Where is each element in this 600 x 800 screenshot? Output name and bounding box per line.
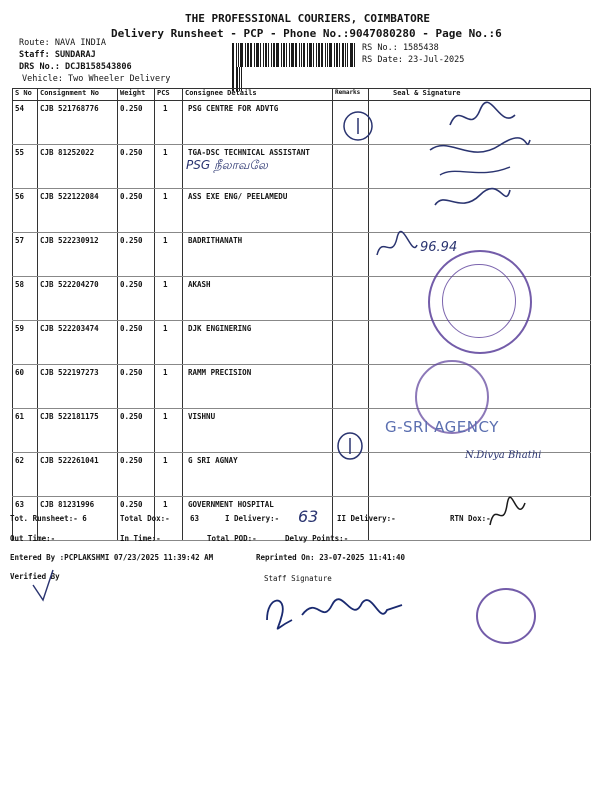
table-row xyxy=(13,189,591,233)
row-sno: 57 xyxy=(13,233,38,277)
row-consignee: G SRI AGNAY xyxy=(183,453,333,497)
staff-label: Staff: SUNDARAJ xyxy=(19,50,96,60)
row-weight: 0.250 xyxy=(118,145,155,189)
row-remarks xyxy=(333,453,369,497)
row-weight: 0.250 xyxy=(118,233,155,277)
in-time-label: In Time:- xyxy=(120,534,161,543)
row-consignee: TGA-DSC TECHNICAL ASSISTANT xyxy=(183,145,333,189)
rs-number: RS No.: 1585438 xyxy=(362,43,439,53)
barcode-image xyxy=(232,43,356,67)
total-pod-label: Total POD:- xyxy=(207,534,257,543)
staff-signature-label: Staff Signature xyxy=(264,574,332,583)
row-pcs: 1 xyxy=(155,189,183,233)
row-pcs: 1 xyxy=(155,409,183,453)
row-sno: 56 xyxy=(13,189,38,233)
col-seal: Seal & Signature xyxy=(369,89,591,101)
row-remarks xyxy=(333,277,369,321)
row-pcs: 1 xyxy=(155,233,183,277)
row-consignee: AKASH xyxy=(183,277,333,321)
i-delivery-label: I Delivery:- xyxy=(225,514,280,523)
drs-number: DRS No.: DCJB158543806 xyxy=(19,62,132,72)
row-sno: 61 xyxy=(13,409,38,453)
row-consignment: CJB 81231996 xyxy=(38,497,118,541)
row-seal xyxy=(369,189,591,233)
row-weight: 0.250 xyxy=(118,497,155,541)
row-sno: 62 xyxy=(13,453,38,497)
row-consignment: CJB 522122084 xyxy=(38,189,118,233)
row-remarks xyxy=(333,145,369,189)
col-weight: Weight xyxy=(118,89,155,101)
col-pcs: PCS xyxy=(155,89,183,101)
row-remarks xyxy=(333,233,369,277)
col-consignee: Consignee Details xyxy=(183,89,333,101)
row-consignee: RAMM PRECISION xyxy=(183,365,333,409)
row-consignee: GOVERNMENT HOSPITAL xyxy=(183,497,333,541)
g-sri-agency-stamp: G-SRI AGENCY xyxy=(385,418,499,436)
row-consignee: VISHNU xyxy=(183,409,333,453)
row-pcs: 1 xyxy=(155,365,183,409)
ii-delivery-label: II Delivery:- xyxy=(337,514,396,523)
row-weight: 0.250 xyxy=(118,321,155,365)
row-sno: 60 xyxy=(13,365,38,409)
row-consignment: CJB 522181175 xyxy=(38,409,118,453)
handwritten-consignee-note: PSG நீலாவலே xyxy=(186,158,268,172)
row-pcs: 1 xyxy=(155,453,183,497)
total-dox-label: Total Dox:- xyxy=(120,514,170,523)
rtn-dox-label: RTN Dox:- xyxy=(450,514,491,523)
row-consignment: CJB 522261041 xyxy=(38,453,118,497)
handwritten-delivery-count: 63 xyxy=(298,507,319,526)
table-row xyxy=(13,145,591,189)
row-consignee: PSG CENTRE FOR ADVTG xyxy=(183,101,333,145)
row-consignment: CJB 522230912 xyxy=(38,233,118,277)
row-weight: 0.250 xyxy=(118,453,155,497)
row-seal xyxy=(369,145,591,189)
delvy-points-label: Delvy Points:- xyxy=(285,534,349,543)
row-pcs: 1 xyxy=(155,277,183,321)
row-weight: 0.250 xyxy=(118,365,155,409)
runsheet-table xyxy=(12,88,591,541)
row-consignee: DJK ENGINERING xyxy=(183,321,333,365)
col-sno: S No xyxy=(13,89,38,101)
tot-runsheet: Tot. Runsheet:- 6 xyxy=(10,514,87,523)
row-consignee: ASS EXE ENG/ PEELAMEDU xyxy=(183,189,333,233)
row-remarks xyxy=(333,189,369,233)
verified-by-label: Verified By xyxy=(10,572,60,581)
table-row xyxy=(13,233,591,277)
row-weight: 0.250 xyxy=(118,189,155,233)
table-row xyxy=(13,277,591,321)
table-row xyxy=(13,101,591,145)
row-consignee: BADRITHANATH xyxy=(183,233,333,277)
row-weight: 0.250 xyxy=(118,277,155,321)
row-sno: 63 xyxy=(13,497,38,541)
row-remarks xyxy=(333,101,369,145)
row-remarks xyxy=(333,409,369,453)
row-consignment: CJB 521768776 xyxy=(38,101,118,145)
reprinted-on: Reprinted On: 23-07-2025 11:41:40 xyxy=(256,553,406,562)
row-pcs: 1 xyxy=(155,497,183,541)
row-sno: 55 xyxy=(13,145,38,189)
row-sno: 58 xyxy=(13,277,38,321)
rs-date: RS Date: 23-Jul-2025 xyxy=(362,55,465,65)
verified-tick-mark xyxy=(28,565,58,605)
table-row xyxy=(13,409,591,453)
row-seal xyxy=(369,233,591,277)
row-weight: 0.250 xyxy=(118,101,155,145)
row-consignment: CJB 522197273 xyxy=(38,365,118,409)
table-header-row xyxy=(13,89,591,101)
row-pcs: 1 xyxy=(155,145,183,189)
row-pcs: 1 xyxy=(155,321,183,365)
row-sno: 59 xyxy=(13,321,38,365)
entered-by: Entered By :PCPLAKSHMI 07/23/2025 11:39:42 AM xyxy=(10,553,214,562)
row-weight: 0.250 xyxy=(118,409,155,453)
row-seal xyxy=(369,277,591,321)
row-seal xyxy=(369,101,591,145)
row-seal xyxy=(369,365,591,409)
handwritten-name-row62: N.Divya Bhathi xyxy=(465,450,542,461)
row-pcs: 1 xyxy=(155,101,183,145)
row-consignment: CJB 522203474 xyxy=(38,321,118,365)
row-consignment: CJB 81252022 xyxy=(38,145,118,189)
runsheet-title: Delivery Runsheet - PCP - Phone No.:9047080280 - Page No.:6 xyxy=(111,27,502,40)
col-remarks: Remarks xyxy=(333,89,369,101)
row-consignment: CJB 522204270 xyxy=(38,277,118,321)
row-seal xyxy=(369,321,591,365)
handwritten-row57: 96.94 xyxy=(420,240,458,255)
route-label: Route: NAVA INDIA xyxy=(19,38,106,48)
row-sno: 54 xyxy=(13,101,38,145)
row-remarks xyxy=(333,321,369,365)
out-time-label: Out Time:- xyxy=(10,534,56,543)
total-dox-value: 63 xyxy=(190,514,200,523)
row-remarks xyxy=(333,365,369,409)
company-name: THE PROFESSIONAL COURIERS, COIMBATORE xyxy=(185,12,431,25)
table-row xyxy=(13,365,591,409)
table-row xyxy=(13,321,591,365)
pcp-stamp xyxy=(476,588,536,644)
vehicle-label: Vehicle: Two Wheeler Delivery xyxy=(22,74,171,84)
staff-signature-image xyxy=(262,585,412,635)
col-consignment: Consignment No xyxy=(38,89,118,101)
